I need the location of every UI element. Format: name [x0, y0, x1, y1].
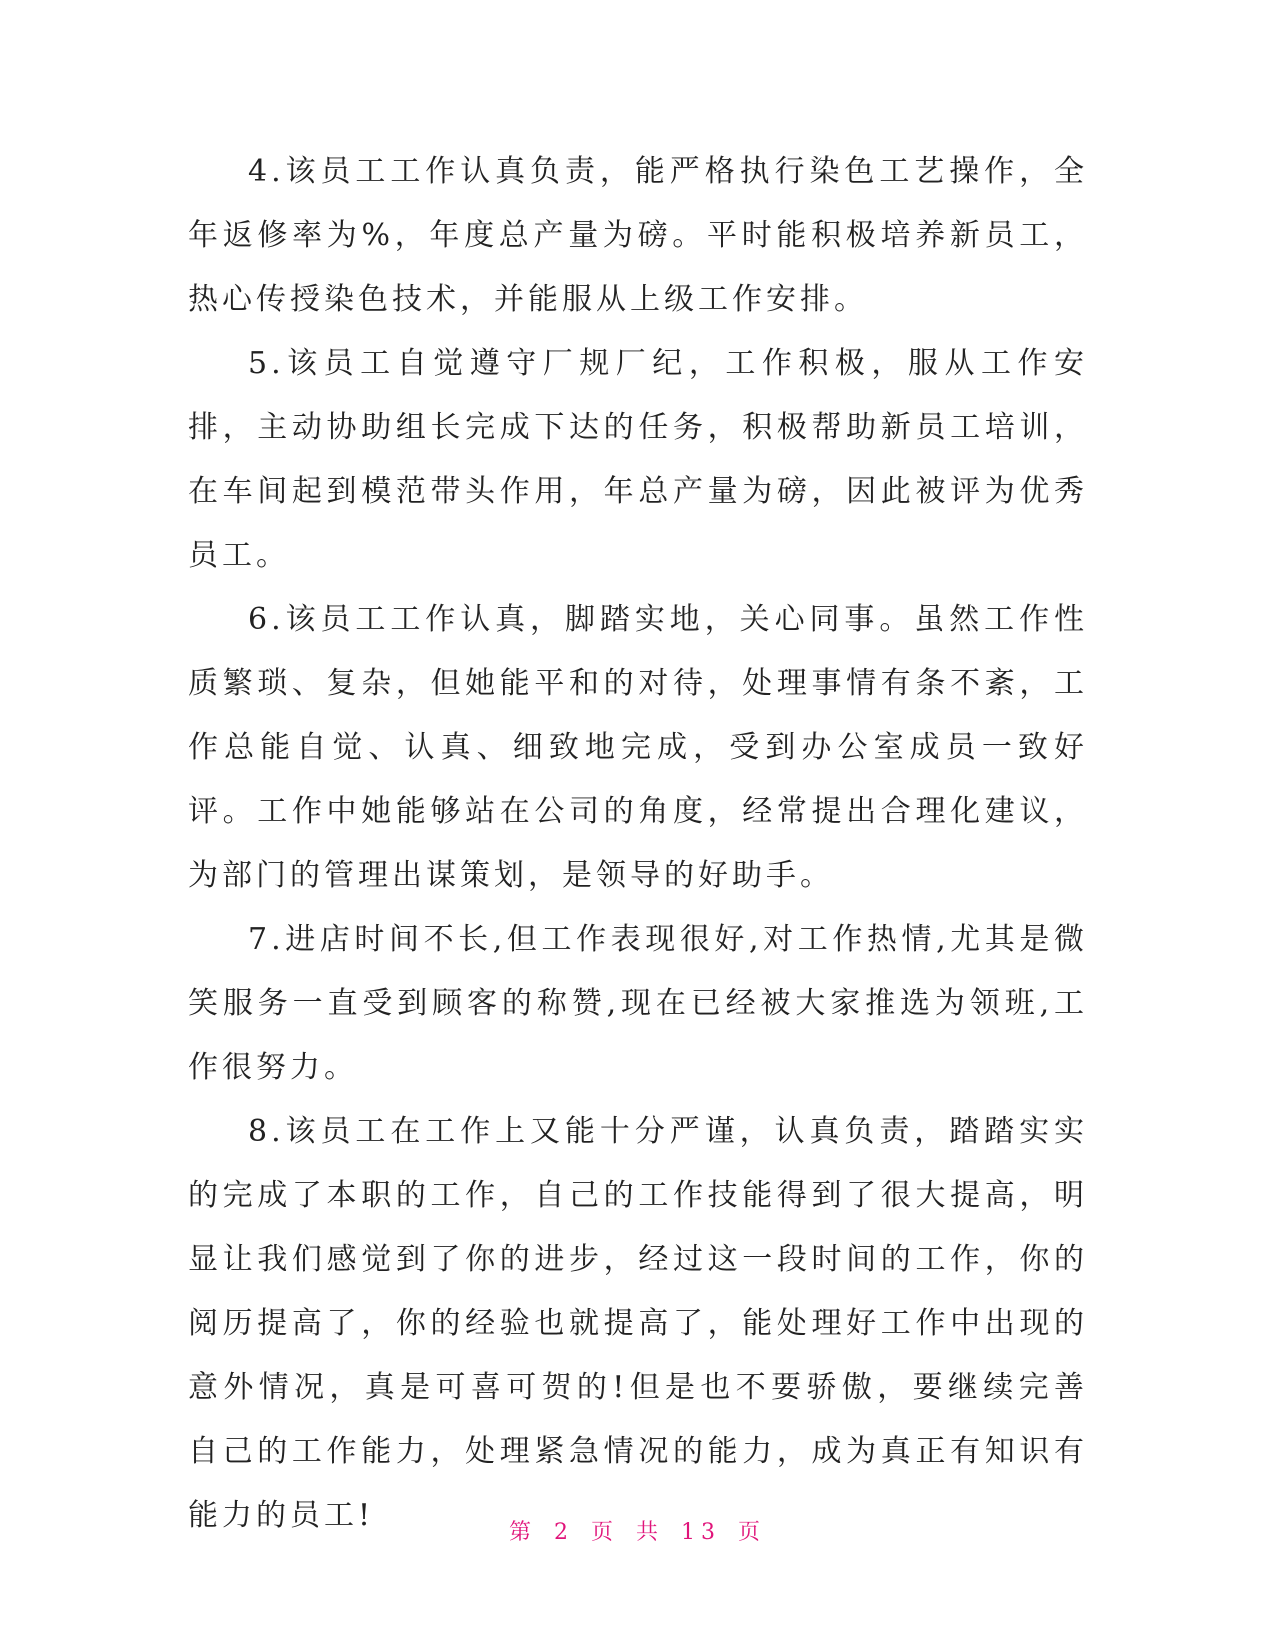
page-footer [0, 1515, 1275, 1546]
paragraph-7: 7.进店时间不长,但工作表现很好,对工作热情,尤其是微笑服务一直受到顾客的称赞,现在已经被大家推选为领班,工作很努力。 [188, 922, 1088, 1085]
document-body [188, 140, 1088, 1548]
footer-current-page: 2 [553, 1520, 574, 1545]
paragraph-4: 4.该员工工作认真负责，能严格执行染色工艺操作，全年返修率为%，年度总产量为磅。平时能积极培养新员工，热心传授染色技术，并能服从上级工作安排。 [188, 154, 1088, 317]
footer-page-word: 页 [590, 1520, 619, 1545]
paragraph-6: 6.该员工工作认真，脚踏实地，关心同事。虽然工作性质繁琐、复杂，但她能平和的对待，处理事情有条不紊，工作总能自觉、认真、细致地完成，受到办公室成员一致好评。工作中她能够站在公司的角度，经常提出合理化建议，为部门的管理出谋策划，是领导的好助手。 [188, 602, 1088, 893]
footer-suffix: 页 [738, 1520, 767, 1545]
footer-total-word: 共 [636, 1520, 665, 1545]
footer-prefix: 第 [508, 1520, 537, 1545]
footer-total-pages: 13 [681, 1520, 722, 1545]
paragraph-5: 5.该员工自觉遵守厂规厂纪，工作积极，服从工作安排，主动协助组长完成下达的任务，积极帮助新员工培训，在车间起到模范带头作用，年总产量为磅，因此被评为优秀员工。 [188, 346, 1088, 573]
paragraph-8: 8.该员工在工作上又能十分严谨，认真负责，踏踏实实的完成了本职的工作，自己的工作技能得到了很大提高，明显让我们感觉到了你的进步，经过这一段时间的工作，你的阅历提高了，你的经验也就提高了，能处理好工作中出现的意外情况，真是可喜可贺的!但是也不要骄傲，要继续完善自己的工作能力，处理紧急情况的能力，成为真正有知识有能力的员工! [188, 1114, 1088, 1533]
